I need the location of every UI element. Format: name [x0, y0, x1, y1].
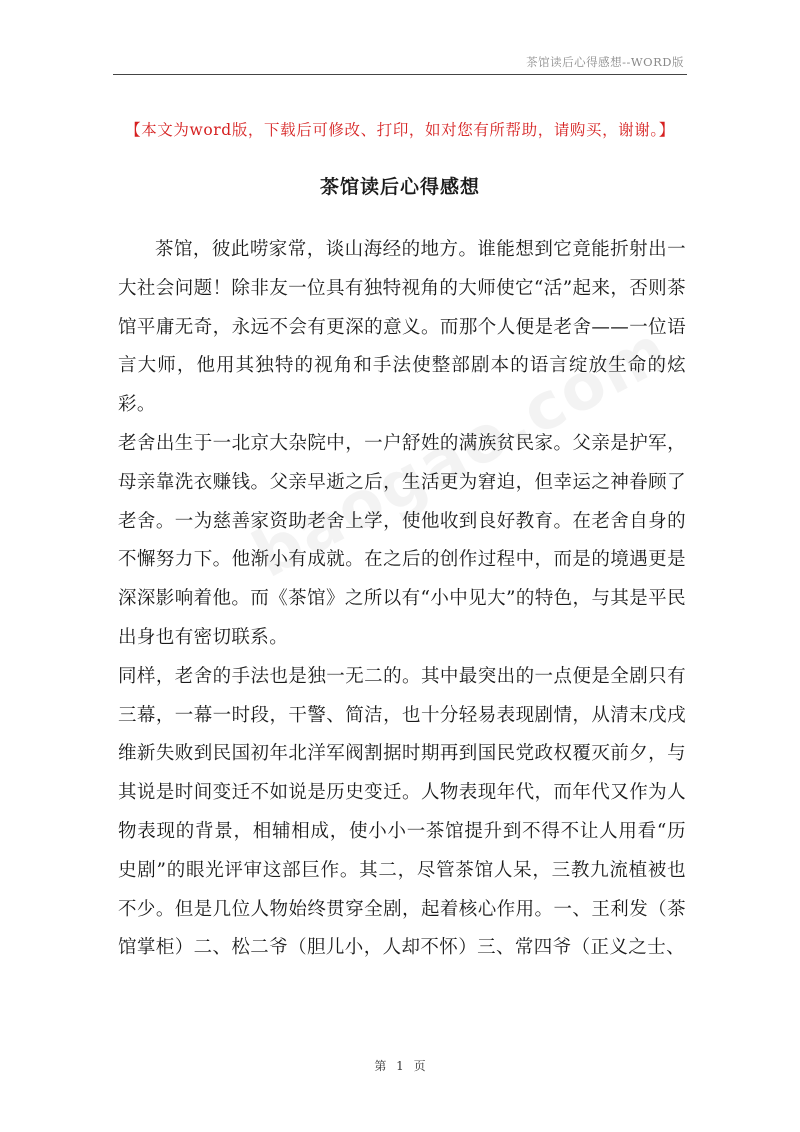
- document-body: [118, 231, 686, 968]
- page-prefix: 第: [374, 1059, 387, 1073]
- paragraph-intro: 茶馆，彼此唠家常，谈山海经的地方。谁能想到它竟能折射出一大社会问题！除非友一位具有独特视角的大师使它“活”起来，否则茶馆平庸无奇，永远不会有更深的意义。而那个人便是老舍——一位语言大师，他用其独特的视角和手法使整部剧本的语言绽放生命的炫彩。: [118, 239, 686, 416]
- purchase-notice: 【本文为word版，下载后可修改、打印，如对您有所帮助，请购买，谢谢。】: [125, 121, 675, 139]
- document-title: 茶馆读后心得感想: [319, 176, 480, 198]
- page-suffix: 页: [413, 1059, 426, 1073]
- page-number: 1: [396, 1059, 404, 1073]
- page-header-text: 茶馆读后心得感想--WORD版: [526, 55, 684, 69]
- paragraph-technique: 同样，老舍的手法也是独一无二的。其中最突出的一点便是全剧只有三幕，一幕一时段，干警、简洁，也十分轻易表现剧情，从清末戊戌维新失败到民国初年北洋军阀割据时期再到国民党政权覆灭前夕，与其说是时间变迁不如说是历史变迁。人物表现年代，而年代又作为人物表现的背景，相辅相成，使小小一茶馆提升到不得不让人用看“历史剧”的眼光评审这部巨作。其二，尽管茶馆人呆，三教九流植被也不少。但是几位人物始终贯穿全剧，起着核心作用。一、王利发（茶馆掌柜）二、松二爷（胆儿小，人却不怀）三、常四爷（正义之士、: [118, 665, 686, 959]
- paragraph-biography: 老舍出生于一北京大杂院中，一户舒姓的满族贫民家。父亲是护军，母亲靠洗衣赚钱。父亲早逝之后，生活更为窘迫，但幸运之神眷顾了老舍。一为慈善家资助老舍上学，使他收到良好教育。在老舍自身的不懈努力下。他渐小有成就。在之后的创作过程中，而是的境遇更是深深影响着他。而《茶馆》之所以有“小中见大”的特色，与其是平民出身也有密切联系。: [118, 432, 686, 648]
- page-footer: [0, 1057, 800, 1074]
- header-divider: [113, 74, 687, 75]
